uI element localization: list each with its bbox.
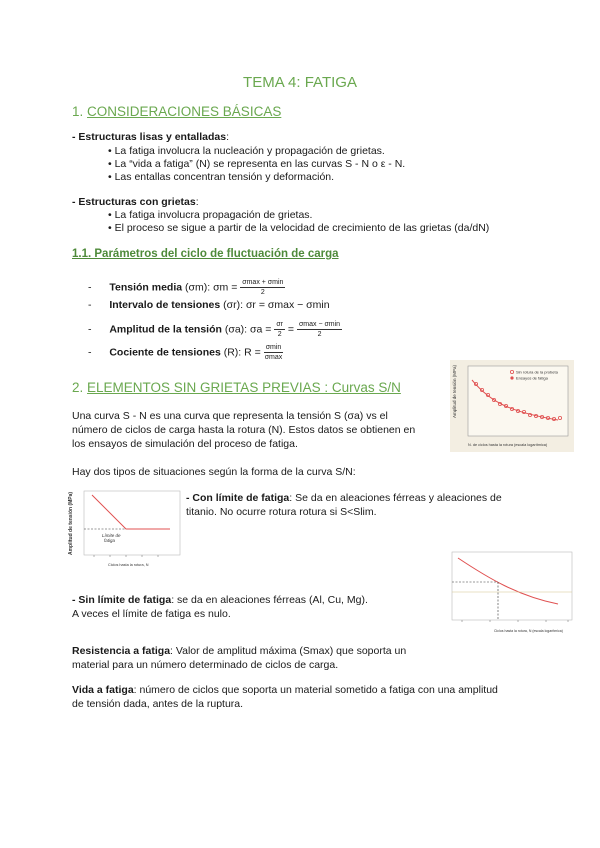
group-lisas: [72, 131, 229, 144]
paragraph-line: número de ciclos de carga hasta la rotura (N). Estos datos se obtienen en: [72, 424, 416, 436]
sn-data-ylabel: Amplitud de tensión (MPa): [452, 364, 457, 418]
list-item-text: La fatiga involucra propagación de grietas.: [114, 209, 313, 221]
param-label: Intervalo de tensiones: [109, 299, 221, 311]
list-item-text: La fatiga involucra la nucleación y propagación de grietas.: [114, 145, 385, 157]
section-2-title: ELEMENTOS SIN GRIETAS PREVIAS : Curvas S/N: [87, 380, 401, 395]
limit-ylabel: Amplitud de tensión (MPa): [68, 491, 74, 555]
group-grietas: [72, 196, 199, 209]
fatigue-limit-figure: [64, 487, 184, 569]
con-limite-desc-1: : Se da en aleaciones férreas y aleaciones de: [289, 492, 502, 504]
param-label: Cociente de tensiones: [109, 346, 221, 359]
param-amplitude: [88, 320, 342, 339]
vida-text: [72, 683, 498, 711]
sin-limite-desc-1: : se da en aleaciones férreas (Al, Cu, Mg).: [171, 594, 368, 606]
legend-marker-filled: [510, 376, 513, 379]
frac-den: 2: [277, 331, 282, 338]
sin-limite-desc-2: A veces el límite de fatiga es nulo.: [72, 608, 231, 620]
equals-sign: =: [287, 323, 295, 336]
param-ratio: [88, 343, 283, 362]
list-item: • El proceso se sigue a partir de la velocidad de crecimiento de las grietas (da/dN): [108, 222, 490, 234]
list-item: • La fatiga involucra propagación de grietas.: [108, 209, 313, 221]
param-symbol: (σr): σr = σmax − σmin: [223, 299, 330, 311]
frac-num: σmin: [265, 344, 282, 351]
frac-amp-2: [297, 320, 342, 339]
frac-den: σmax: [264, 354, 283, 361]
limit-label-1: Límite de: [102, 533, 121, 538]
frac-ratio: [264, 343, 284, 362]
frac-den: 2: [260, 289, 265, 296]
sin-limite-label: - Sin límite de fatiga: [72, 594, 172, 606]
param-symbol: (σm): σm =: [185, 281, 238, 294]
list-item-text: La “vida a fatiga” (N) se representa en las curvas S - N o ε - N.: [114, 158, 406, 170]
resistencia-desc-2: material para un número determinado de ciclos de carga.: [72, 659, 339, 671]
frac-num: σmax + σmin: [242, 279, 284, 286]
list-item-text: El proceso se sigue a partir de la velocidad de crecimiento de las grietas (da/dN): [114, 222, 490, 234]
sin-limite-text: [72, 593, 368, 621]
sn-data-figure: [450, 360, 574, 452]
vida-label: Vida a fatiga: [72, 684, 134, 696]
section-1-heading: [72, 104, 281, 119]
con-limite-text: [186, 491, 526, 519]
group-lisas-colon: :: [226, 131, 229, 143]
list-item: • Las entallas concentran tensión y deformación.: [108, 171, 335, 183]
list-item: • La “vida a fatiga” (N) se representa en las curvas S - N o ε - N.: [108, 158, 406, 170]
sn-description: [72, 409, 415, 451]
frac-den: 2: [317, 331, 322, 338]
section-1-1-heading: 1.1. Parámetros del ciclo de fluctuación de carga: [72, 248, 339, 260]
frac-num: σr: [276, 321, 283, 328]
resistencia-text: [72, 644, 406, 672]
frac-mean: [240, 278, 285, 297]
param-interval: [88, 299, 330, 311]
resistencia-desc-1: : Valor de amplitud máxima (Smax) que soporta un: [170, 645, 407, 657]
param-dash: -: [88, 299, 92, 311]
paragraph-line: los ensayos de simulación del proceso de fatiga.: [72, 438, 298, 450]
con-limite-label: - Con límite de fatiga: [186, 492, 290, 504]
param-label: Tensión media: [109, 281, 183, 294]
group-grietas-colon: :: [195, 196, 199, 208]
group-grietas-label: - Estructuras con grietas: [72, 196, 196, 208]
sn-data-legend-2: Ensayos de fatiga: [516, 375, 548, 381]
vida-desc-2: de tensión dada, antes de la ruptura.: [72, 698, 244, 710]
param-symbol: (R): R =: [223, 346, 261, 359]
section-1-title: CONSIDERACIONES BÁSICAS: [87, 104, 282, 119]
sn-data-caption: N. de ciclos hasta la rotura (escala logarítmica): [468, 443, 548, 447]
param-dash: -: [88, 281, 92, 294]
con-limite-desc-2: titanio. No ocurre rotura rotura si S<Slim.: [186, 506, 377, 518]
param-dash: -: [88, 346, 92, 359]
section-2-heading: [72, 380, 401, 395]
limit-label-2: fatiga: [104, 538, 116, 543]
no-limit-figure: [438, 548, 578, 640]
list-item-text: Las entallas concentran tensión y deformación.: [114, 171, 335, 183]
param-label: Amplitud de la tensión: [109, 323, 222, 336]
param-mean: [88, 278, 388, 297]
page-title: TEMA 4: FATIGA: [243, 74, 357, 91]
section-2-number: 2.: [72, 380, 84, 395]
list-item: • La fatiga involucra la nucleación y propagación de grietas.: [108, 145, 385, 157]
param-symbol: (σa): σa =: [224, 323, 272, 336]
group-lisas-label: - Estructuras lisas y entalladas: [72, 131, 227, 143]
param-dash: -: [88, 323, 92, 336]
vida-desc-1: : número de ciclos que soporta un material sometido a fatiga con una amplitud: [133, 684, 498, 696]
paragraph-line: Una curva S - N es una curva que representa la tensión S (σa) vs el: [72, 410, 388, 422]
situations-intro: Hay dos tipos de situaciones según la forma de la curva S/N:: [72, 466, 356, 478]
no-limit-xlabel: Ciclos hasta la rotura, N (escala logarítmica): [494, 629, 563, 633]
frac-num: σmax − σmin: [298, 321, 341, 328]
limit-xlabel: Ciclos hasta la rotura, N: [108, 563, 149, 567]
frac-amp-1: [274, 320, 285, 339]
section-1-number: 1.: [72, 104, 84, 119]
resistencia-label: Resistencia a fatiga: [72, 645, 171, 657]
plot-area: [452, 552, 572, 620]
sn-data-legend-1: Sin rotura de la probeta: [516, 369, 558, 375]
plot-area: [84, 491, 180, 555]
